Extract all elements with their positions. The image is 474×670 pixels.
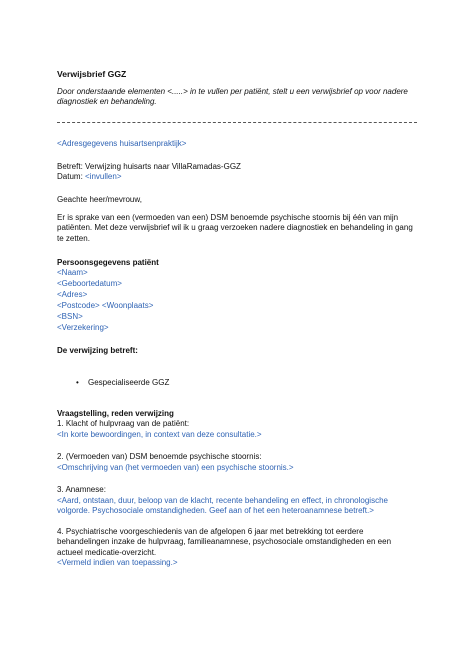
question-4-label: 4. Psychiatrische voorgeschiedenis van de afgelopen 6 jaar met betrekking tot eerdere behandelingen inzake de hulpvraag, familieanamnese, psychosociale omstandigheden en een actueel medicatie-overzicht. xyxy=(57,527,392,557)
question-3-placeholder: <Aard, ontstaan, duur, beloop van de klacht, recente behandeling en effect, in chronologische volgorde. Psychosociale omstandigheden. Geef aan of het een heteroanamnese betreft.> xyxy=(57,496,388,516)
question-3-label: 3. Anamnese: xyxy=(57,485,106,494)
question-1-label: 1. Klacht of hulpvraag van de patiënt: xyxy=(57,419,190,428)
patient-field-naam: <Naam> xyxy=(57,268,88,277)
patient-field-postcode-woonplaats: <Postcode> <Woonplaats> xyxy=(57,301,154,310)
patient-field-verzekering: <Verzekering> xyxy=(57,323,109,332)
betreft-line: Betreft: Verwijzing huisarts naar VillaRamadas-GGZ xyxy=(57,162,241,171)
referral-heading: De verwijzing betreft: xyxy=(57,346,138,355)
patient-field-geboortedatum: <Geboortedatum> xyxy=(57,279,122,288)
address-placeholder: <Adresgegevens huisartsenpraktijk> xyxy=(57,139,187,148)
intro-text: Door onderstaande elementen <.....> in te vullen per patiënt, stelt u een verwijsbrief op voor nadere diagnostiek en behandeling. xyxy=(57,87,408,107)
bullet-icon: • xyxy=(76,378,79,387)
question-2-placeholder: <Omschrijving van (het vermoeden van) een psychische stoornis.> xyxy=(57,463,294,472)
datum-label: Datum: xyxy=(57,172,86,181)
question-1-placeholder: <In korte bewoordingen, in context van deze consultatie.> xyxy=(57,430,262,439)
questions-heading: Vraagstelling, reden verwijzing xyxy=(57,409,174,418)
patient-field-bsn: <BSN> xyxy=(57,312,83,321)
document-title: Verwijsbrief GGZ xyxy=(57,69,127,79)
body-paragraph: Er is sprake van een (vermoeden van een) DSM benoemde psychische stoornis bij één van mijn patiënten. Met deze verwijsbrief wil ik u graag verzoeken nadere diagnostiek en behandeling in gang te zetten. xyxy=(57,213,413,243)
patient-field-adres: <Adres> xyxy=(57,290,88,299)
dashed-divider xyxy=(57,122,417,123)
question-4-placeholder: <Vermeld indien van toepassing.> xyxy=(57,558,178,567)
question-2-label: 2. (Vermoeden van) DSM benoemde psychische stoornis: xyxy=(57,452,262,461)
greeting: Geachte heer/mevrouw, xyxy=(57,195,142,204)
list-item xyxy=(76,378,169,388)
datum-line xyxy=(57,172,417,182)
patient-heading: Persoonsgegevens patiënt xyxy=(57,258,159,267)
bullet-text: Gespecialiseerde GGZ xyxy=(88,378,170,387)
datum-placeholder: <invullen> xyxy=(85,172,122,181)
